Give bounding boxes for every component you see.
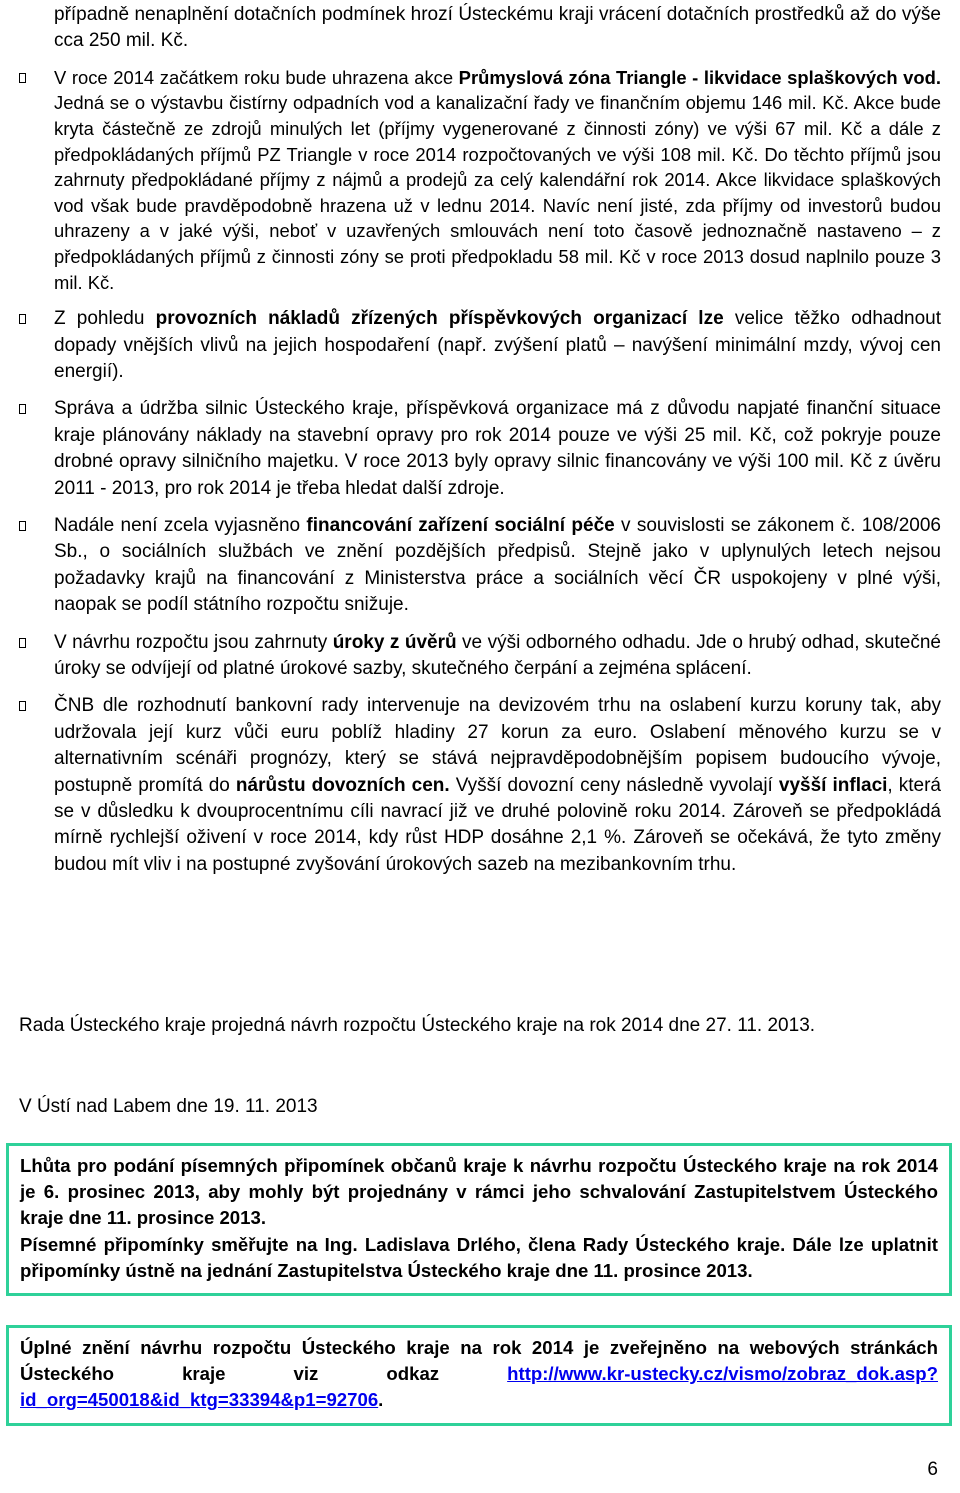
bold-text: financování zařízení sociální péče bbox=[306, 515, 615, 536]
bullet-square-icon bbox=[19, 638, 26, 648]
council-paragraph: Rada Ústeckého kraje projedná návrh rozpočtu Ústeckého kraje na rok 2014 dne 27. 11. 2013. bbox=[19, 1015, 816, 1036]
list-item bbox=[19, 513, 941, 619]
list-item bbox=[19, 396, 941, 502]
item-text: Vyšší dovozní ceny následně vyvolají bbox=[449, 774, 779, 796]
list-item bbox=[19, 306, 941, 385]
item-text: Z pohledu bbox=[54, 308, 156, 330]
bullet-square-icon bbox=[19, 73, 26, 83]
budget-document-link[interactable]: http://www.kr-ustecky.cz/vismo/zobraz_dok.asp?id_org=450018&id_ktg=33394&p1=92706 bbox=[20, 1363, 938, 1411]
item-text: ve výši odborného odhadu. Jde o hrubý odhad, skutečné úroky se odvíjejí od platné úrokové sazby, skutečného čerpání a zejména splácení. bbox=[54, 631, 941, 680]
deadline-text: Lhůta pro podání písemných připomínek občanů kraje k návrhu rozpočtu Ústeckého kraje na rok 2014 je 6. prosinec 2013, aby mohly být projednány v rámci jeho schvalování Zastupitelstvem Ústeckého kraje dne 11. prosince 2013. bbox=[20, 1155, 938, 1229]
item-text: , která se v důsledku k dvouprocentnímu cíli navrací již ve druhé polovině roku 2014. Zároveň se předpokládá mírně rychlejší oživení v roce 2014, kdy růst HDP dosáhne 2,1 %. Zároveň se očekává, že tyto změny budou mít vliv i na postupné zvyšování úrokových sazeb na mezibankovním trhu. bbox=[54, 774, 941, 875]
item-text: Nadále není zcela vyjasněno bbox=[54, 515, 307, 536]
bullet-square-icon bbox=[19, 521, 26, 531]
comment-deadline-box bbox=[6, 1143, 952, 1296]
item-text: ČNB dle rozhodnutí bankovní rady intervenuje na devizovém trhu na oslabení kurzu koruny tak, aby udržovala její kurz vůči euru poblíž hladiny 27 korun za euro. Oslabení měnového kurzu se v alternativním scénáři prognózy, který se stává nejpravděpodobnějším popisem budoucího vývoje, postupně promítá do bbox=[54, 695, 941, 796]
full-text-intro: Úplné znění návrhu rozpočtu Ústeckého kraje na rok 2014 je zveřejněno na webových stránkách Ústeckého kraje viz odkaz bbox=[20, 1337, 938, 1385]
list-item bbox=[19, 65, 941, 295]
item-text: V roce 2014 začátkem roku bude uhrazena akce bbox=[54, 66, 459, 88]
place-date: V Ústí nad Labem dne 19. 11. 2013 bbox=[19, 1096, 318, 1117]
bold-text: vyšší inflaci bbox=[778, 774, 888, 796]
list-item bbox=[19, 630, 941, 683]
item-text: v souvislosti se zákonem č. 108/2006 Sb., o sociálních službách ve znění pozdějších předpisů. Stejně jako v uplynulých letech nejsou požadavky krajů na financování z Ministerstva práce a sociálních věcí ČR uspokojeny v plné výši, naopak se podíl státního rozpočtu snižuje. bbox=[54, 515, 941, 616]
bold-text: provozních nákladů zřízených příspěvkových organizací lze bbox=[155, 308, 724, 330]
item-text: Správa a údržba silnic Ústeckého kraje, příspěvková organizace má z důvodu napjaté finanční situace kraje plánovány náklady na stavební opravy pro rok 2014 pouze ve výši 25 mil. Kč, což pokryje pouze drobné opravy silničního majetku. V roce 2013 byly opravy silnic financovány ve výši 100 mil. Kč z úvěru 2011 - 2013, pro rok 2014 je třeba hledat další zdroje. bbox=[54, 398, 941, 499]
item-text: případně nenaplnění dotačních podmínek hrozí Ústeckému kraji vrácení dotačních prostředků až do výše cca 250 mil. Kč. bbox=[54, 4, 941, 52]
item-text: V návrhu rozpočtu jsou zahrnuty bbox=[54, 631, 333, 653]
bold-text: úroky z úvěrů bbox=[332, 631, 457, 653]
item-text: velice těžko odhadnout dopady vnějších vlivů na jejich hospodaření (např. zvýšení platů – navýšení minimální mzdy, vývoj cen energií). bbox=[54, 308, 941, 382]
bullet-square-icon bbox=[19, 404, 26, 414]
contact-text: Písemné připomínky směřujte na Ing. Ladislava Drlého, člena Rady Ústeckého kraje. Dále lze uplatnit připomínky ústně na jednání Zastupitelstva Ústeckého kraje dne 11. prosince 2013. bbox=[20, 1233, 938, 1281]
bold-text: Průmyslová zóna Triangle - likvidace splaškových vod. bbox=[458, 66, 941, 88]
bullet-square-icon bbox=[19, 701, 26, 711]
bullet-square-icon bbox=[19, 314, 26, 324]
full-text-end: . bbox=[378, 1389, 384, 1411]
bold-text: nárůstu dovozních cen. bbox=[235, 774, 450, 796]
list-item bbox=[19, 693, 941, 878]
bullet-list bbox=[19, 2, 941, 889]
page-number: 6 bbox=[927, 1459, 938, 1480]
item-text: Jedná se o výstavbu čistírny odpadních vod a kanalizační řady ve finančním objemu 146 mil. Kč. Akce bude kryta částečně ze zdrojů minulých let (příjmy vygenerované z činnosti zóny) ve výši 67 mil. Kč a dále z předpokládaných příjmů PZ Triangle v roce 2014 rozpočtovaných ve výši 108 mil. Kč. Do těchto příjmů jsou zahrnuty předpokládané příjmy z nájmů a prodejů za celý kalendářní rok 2014. Akce likvidace splaškových vod však bude pravděpodobně hrazena už v lednu 2014. Navíc není jisté, zda příjmy od investorů budou uhrazeny a v jaké výši, neboť v uzavřených smlouvách není toto časově jednoznačně nastaveno – z předpokládaných příjmů z činnosti zóny se proti předpokladu 58 mil. Kč v roce 2013 dosud naplnilo pouze 3 mil. Kč. bbox=[54, 92, 941, 293]
list-item bbox=[19, 2, 941, 55]
full-text-box bbox=[6, 1325, 952, 1426]
